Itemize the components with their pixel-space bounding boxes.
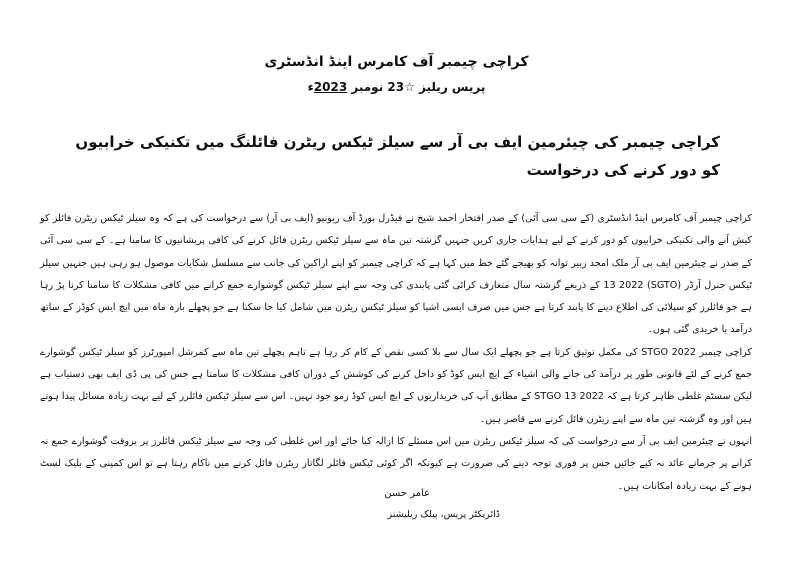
paragraph: انہوں نے چیئرمین ایف بی آر سے درخواست کی کہ سیلز ٹیکس ریٹرن میں اس مسئلے کا ازالہ کیا جائے اور اس غلطی کی وجہ سے سیلز ٹیکس فائلرز پر بروقت گوشوارے جمع نہ کرانے پر جرمانے عائد نہ کیے جائیں جس پر فوری توجہ دینے کی ضرورت ہے کیونکہ اگر کوئی ٹیکس فائلر لگاتار ریٹرن فائل کرنے میں ناکام رہتا ہے تو اس کمپنی کے بلیک لسٹ ہونے کے بہت زیادہ امکانات ہیں۔: [40, 435, 752, 492]
signature-block: [300, 488, 500, 520]
release-date-line: [0, 80, 793, 94]
release-month: نومبر: [351, 80, 384, 94]
headline: کراچی چیمبر کی چیئرمین ایف بی آر سے سیلز ٹیکس ریٹرن فائلنگ میں تکنیکی خرابیوں کو دور کرنے کی درخواست: [75, 133, 720, 179]
paragraph: کراچی چیمبر آف کامرس اینڈ انڈسٹری (کے سی سی آئی) کے صدر افتخار احمد شیخ نے فیڈرل بورڈ آف ریونیو (ایف بی آر) سے درخواست کی ہے کہ وہ سیلز ٹیکس ریٹرن فائلز کو کیش آنے والی تکنیکی خرابیوں کو دور کرنے کے لیے ہدایات جاری کریں جنہیں گزشتہ تین ماہ سے سیلز ٹیکس ریٹرن فائل کرنے کی کافی پریشانیوں کا سامنا ہے۔ کے سی سی آئی کے صدر نے چیئرمین ایف بی آر ملک امجد زبیر توانہ کو بھیجے گئے خط میں کہا ہے کہ کراچی چیمبر کو اپنے اراکین کی جانب سے مسلسل شکایات موصول ہو رہی ہیں جنہیں سیلز ٹیکس جنرل آرڈر (SGTO) 13 2022 کے ذریعے گزشتہ سال متعارف کرائی گئی پابندی کی وجہ سے اپنے سیلز ٹیکس گوشوارے جمع کرانے میں کافی مشکلات کا سامنا کرنا پڑ رہا ہے جو فائلرز کو سپلائی کی اطلاع دینے کا پابند کرتا ہے جس میں صرف ایسی اشیا کو سیلز ٹیکس ریٹرن میں شامل کیا جا سکتا ہے جو پچھلے بارہ ماہ میں ایچ ایس کوڈز کے ساتھ درآمد یا خریدی گئی ہوں۔: [40, 213, 752, 336]
release-year: 2023: [313, 80, 348, 94]
signatory-title: ڈائریکٹر پریس، پبلک ریلیشنز: [387, 509, 500, 520]
star-icon: ☆: [404, 80, 415, 94]
signatory-name: عامر حسن: [384, 488, 430, 499]
press-release-label: پریس ریلیز: [419, 80, 486, 94]
organization-title: کراچی چیمبر آف کامرس اینڈ انڈسٹری: [264, 54, 529, 70]
release-day: 23: [387, 80, 405, 94]
body-text: [40, 208, 752, 498]
year-suffix: ء: [307, 80, 314, 94]
paragraph: کراچی چیمبر STGO 2022 کی مکمل توثیق کرتا ہے جو پچھلے ایک سال سے بلا کسی نقص کے کام کر رہا ہے تاہم پچھلے تین ماہ سے کمرشل امپورٹرز کو سیلز ٹیکس گوشوارے جمع کرنے کے لئے قانونی طور پر درآمد کی جانے والی اشیاء کے ایچ ایس کوڈ کو داخل کرنے کی کوشش کے دوران کافی مشکلات کا سامنا ہے جس کی پی ڈی ایف بھی دستیاب ہے لیکن سسٹم غلطی ظاہر کرتا ہے کہ STGO 13 2022 کے مطابق آپ کی خریداریوں کے ایچ ایس کوڈ زمو جود نہیں۔ اس سے سیلز ٹیکس فائلرز کے لیے بہت زیادہ مسائل پیدا ہوتے ہیں اور وہ گزشتہ تین ماہ سے اپنے ریٹرن فائل کرنے سے قاصر ہیں۔: [40, 346, 753, 425]
